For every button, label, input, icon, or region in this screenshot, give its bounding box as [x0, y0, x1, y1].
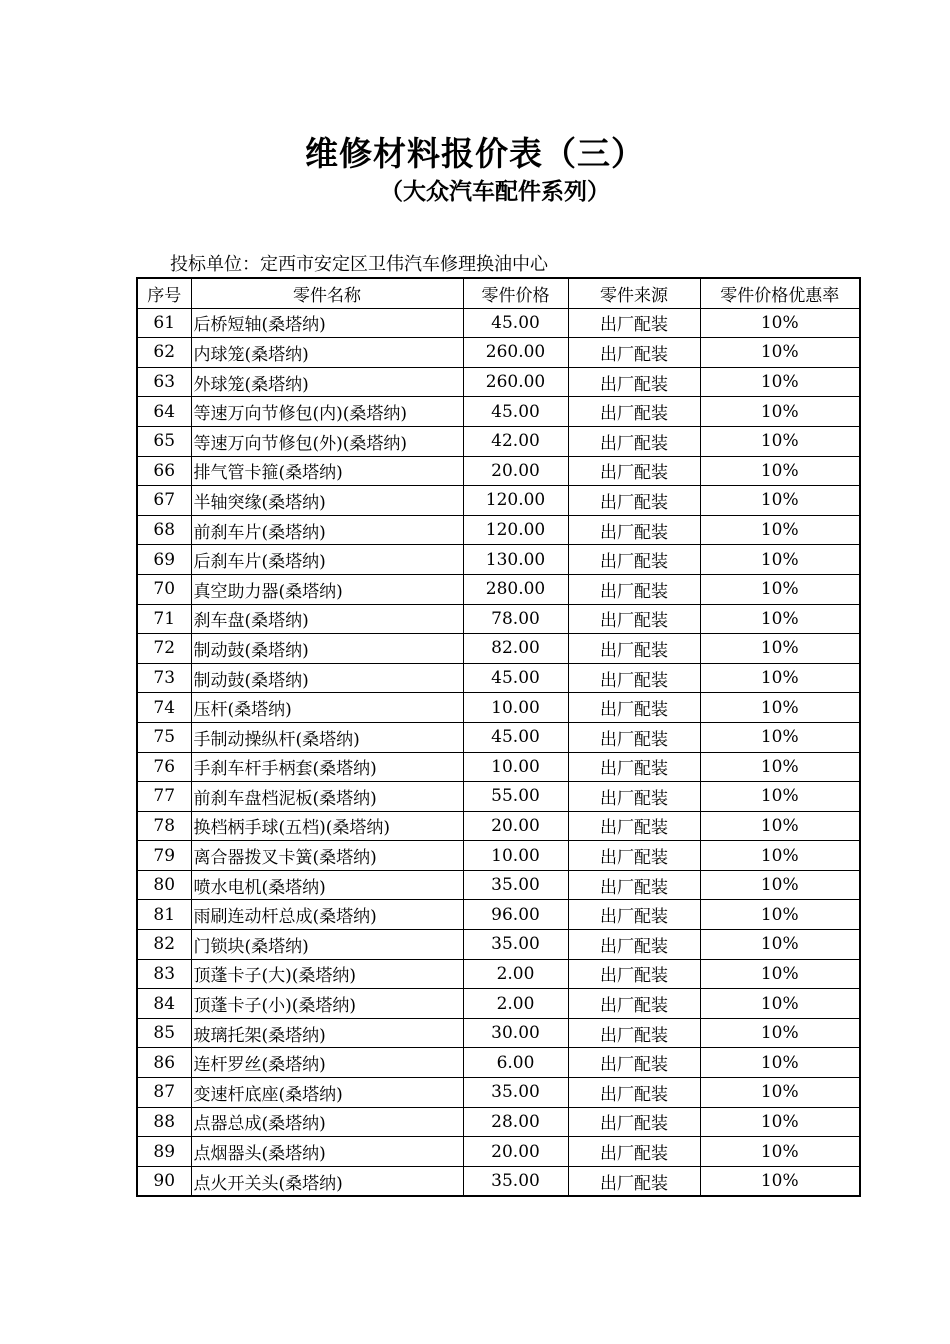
- cell-discount-rate: 10%: [700, 1018, 860, 1048]
- table-row: [137, 515, 860, 545]
- cell-part-source: 出厂配装: [568, 545, 700, 575]
- cell-discount-rate: 10%: [700, 426, 860, 456]
- cell-part-name: 变速杆底座(桑塔纳): [191, 1078, 463, 1108]
- cell-part-price: 45.00: [463, 397, 568, 427]
- cell-serial: 70: [137, 574, 191, 604]
- cell-part-source: 出厂配装: [568, 900, 700, 930]
- cell-discount-rate: 10%: [700, 811, 860, 841]
- table-row: [137, 1107, 860, 1137]
- cell-part-name: 排气管卡箍(桑塔纳): [191, 456, 463, 486]
- document-title: 维修材料报价表（三）: [305, 134, 645, 173]
- cell-part-source: 出厂配装: [568, 930, 700, 960]
- cell-part-name: 半轴突缘(桑塔纳): [191, 486, 463, 516]
- cell-part-source: 出厂配装: [568, 338, 700, 368]
- cell-part-name: 手刹车杆手柄套(桑塔纳): [191, 752, 463, 782]
- cell-part-name: 离合器拨叉卡簧(桑塔纳): [191, 841, 463, 871]
- table-row: [137, 959, 860, 989]
- table-row: [137, 1018, 860, 1048]
- cell-discount-rate: 10%: [700, 604, 860, 634]
- cell-discount-rate: 10%: [700, 989, 860, 1019]
- cell-part-source: 出厂配装: [568, 693, 700, 723]
- cell-part-name: 雨刷连动杆总成(桑塔纳): [191, 900, 463, 930]
- table-header-row: [137, 278, 860, 308]
- cell-part-source: 出厂配装: [568, 752, 700, 782]
- cell-part-name: 顶蓬卡子(小)(桑塔纳): [191, 989, 463, 1019]
- cell-part-source: 出厂配装: [568, 959, 700, 989]
- cell-part-name: 点器总成(桑塔纳): [191, 1107, 463, 1137]
- cell-part-price: 35.00: [463, 1166, 568, 1196]
- table-row: [137, 930, 860, 960]
- table-row: [137, 338, 860, 368]
- bidder-line: 投标单位：定西市安定区卫伟汽车修理换油中心: [170, 254, 548, 275]
- table-row: [137, 1137, 860, 1167]
- table-row: [137, 722, 860, 752]
- cell-part-name: 手制动操纵杆(桑塔纳): [191, 722, 463, 752]
- cell-part-source: 出厂配装: [568, 515, 700, 545]
- price-table: [136, 277, 861, 1197]
- cell-serial: 88: [137, 1107, 191, 1137]
- cell-part-price: 45.00: [463, 308, 568, 338]
- cell-part-price: 260.00: [463, 338, 568, 368]
- cell-part-name: 内球笼(桑塔纳): [191, 338, 463, 368]
- cell-serial: 69: [137, 545, 191, 575]
- cell-part-name: 喷水电机(桑塔纳): [191, 870, 463, 900]
- table-row: [137, 426, 860, 456]
- cell-part-source: 出厂配装: [568, 1048, 700, 1078]
- cell-part-price: 55.00: [463, 782, 568, 812]
- cell-discount-rate: 10%: [700, 900, 860, 930]
- cell-part-source: 出厂配装: [568, 634, 700, 664]
- table-row: [137, 693, 860, 723]
- cell-part-source: 出厂配装: [568, 426, 700, 456]
- cell-part-price: 82.00: [463, 634, 568, 664]
- cell-discount-rate: 10%: [700, 486, 860, 516]
- table-row: [137, 308, 860, 338]
- cell-serial: 84: [137, 989, 191, 1019]
- cell-part-source: 出厂配装: [568, 397, 700, 427]
- cell-part-price: 45.00: [463, 722, 568, 752]
- table-row: [137, 782, 860, 812]
- cell-discount-rate: 10%: [700, 663, 860, 693]
- cell-serial: 66: [137, 456, 191, 486]
- cell-discount-rate: 10%: [700, 752, 860, 782]
- table-row: [137, 456, 860, 486]
- cell-part-source: 出厂配装: [568, 870, 700, 900]
- cell-part-source: 出厂配装: [568, 456, 700, 486]
- cell-discount-rate: 10%: [700, 930, 860, 960]
- table-row: [137, 367, 860, 397]
- cell-part-price: 2.00: [463, 959, 568, 989]
- cell-part-source: 出厂配装: [568, 574, 700, 604]
- cell-serial: 83: [137, 959, 191, 989]
- cell-part-name: 顶蓬卡子(大)(桑塔纳): [191, 959, 463, 989]
- cell-part-price: 28.00: [463, 1107, 568, 1137]
- cell-discount-rate: 10%: [700, 515, 860, 545]
- cell-part-source: 出厂配装: [568, 841, 700, 871]
- cell-part-price: 120.00: [463, 515, 568, 545]
- cell-serial: 86: [137, 1048, 191, 1078]
- cell-part-name: 换档柄手球(五档)(桑塔纳): [191, 811, 463, 841]
- cell-part-price: 96.00: [463, 900, 568, 930]
- table-row: [137, 989, 860, 1019]
- cell-serial: 81: [137, 900, 191, 930]
- cell-discount-rate: 10%: [700, 308, 860, 338]
- cell-part-price: 20.00: [463, 456, 568, 486]
- cell-part-price: 35.00: [463, 1078, 568, 1108]
- cell-serial: 68: [137, 515, 191, 545]
- table-row: [137, 1166, 860, 1196]
- cell-part-price: 20.00: [463, 811, 568, 841]
- cell-part-name: 门锁块(桑塔纳): [191, 930, 463, 960]
- cell-part-name: 外球笼(桑塔纳): [191, 367, 463, 397]
- cell-serial: 61: [137, 308, 191, 338]
- cell-discount-rate: 10%: [700, 693, 860, 723]
- cell-discount-rate: 10%: [700, 456, 860, 486]
- table-row: [137, 634, 860, 664]
- cell-part-source: 出厂配装: [568, 722, 700, 752]
- table-row: [137, 900, 860, 930]
- header-serial: 序号: [137, 278, 191, 308]
- cell-part-name: 等速万向节修包(内)(桑塔纳): [191, 397, 463, 427]
- cell-part-source: 出厂配装: [568, 989, 700, 1019]
- cell-part-price: 35.00: [463, 870, 568, 900]
- cell-serial: 65: [137, 426, 191, 456]
- header-discount-rate: 零件价格优惠率: [700, 278, 860, 308]
- cell-part-price: 280.00: [463, 574, 568, 604]
- cell-discount-rate: 10%: [700, 1048, 860, 1078]
- cell-part-name: 后刹车片(桑塔纳): [191, 545, 463, 575]
- cell-part-source: 出厂配装: [568, 367, 700, 397]
- cell-serial: 67: [137, 486, 191, 516]
- cell-part-price: 120.00: [463, 486, 568, 516]
- cell-serial: 72: [137, 634, 191, 664]
- cell-discount-rate: 10%: [700, 841, 860, 871]
- cell-discount-rate: 10%: [700, 338, 860, 368]
- cell-serial: 62: [137, 338, 191, 368]
- table-row: [137, 486, 860, 516]
- cell-part-price: 130.00: [463, 545, 568, 575]
- cell-part-price: 10.00: [463, 752, 568, 782]
- cell-serial: 87: [137, 1078, 191, 1108]
- cell-part-name: 压杆(桑塔纳): [191, 693, 463, 723]
- cell-part-name: 刹车盘(桑塔纳): [191, 604, 463, 634]
- cell-serial: 76: [137, 752, 191, 782]
- document-subtitle: （大众汽车配件系列）: [380, 178, 610, 205]
- cell-serial: 74: [137, 693, 191, 723]
- table-row: [137, 752, 860, 782]
- cell-discount-rate: 10%: [700, 870, 860, 900]
- cell-part-price: 260.00: [463, 367, 568, 397]
- cell-part-price: 45.00: [463, 663, 568, 693]
- table-row: [137, 870, 860, 900]
- cell-discount-rate: 10%: [700, 959, 860, 989]
- cell-discount-rate: 10%: [700, 1107, 860, 1137]
- cell-part-price: 78.00: [463, 604, 568, 634]
- cell-part-name: 点火开关头(桑塔纳): [191, 1166, 463, 1196]
- cell-serial: 73: [137, 663, 191, 693]
- cell-serial: 78: [137, 811, 191, 841]
- cell-serial: 63: [137, 367, 191, 397]
- table-row: [137, 574, 860, 604]
- cell-part-price: 42.00: [463, 426, 568, 456]
- table-row: [137, 663, 860, 693]
- cell-serial: 82: [137, 930, 191, 960]
- cell-serial: 90: [137, 1166, 191, 1196]
- table-row: [137, 604, 860, 634]
- cell-part-source: 出厂配装: [568, 604, 700, 634]
- cell-part-source: 出厂配装: [568, 782, 700, 812]
- table-row: [137, 1048, 860, 1078]
- cell-discount-rate: 10%: [700, 1166, 860, 1196]
- cell-part-source: 出厂配装: [568, 1107, 700, 1137]
- cell-part-source: 出厂配装: [568, 663, 700, 693]
- cell-part-price: 20.00: [463, 1137, 568, 1167]
- cell-serial: 77: [137, 782, 191, 812]
- cell-serial: 79: [137, 841, 191, 871]
- table-body: [137, 308, 860, 1196]
- cell-part-price: 2.00: [463, 989, 568, 1019]
- cell-discount-rate: 10%: [700, 574, 860, 604]
- cell-part-price: 6.00: [463, 1048, 568, 1078]
- cell-part-name: 连杆罗丝(桑塔纳): [191, 1048, 463, 1078]
- cell-part-name: 真空助力器(桑塔纳): [191, 574, 463, 604]
- cell-part-name: 前刹车片(桑塔纳): [191, 515, 463, 545]
- cell-discount-rate: 10%: [700, 1078, 860, 1108]
- cell-serial: 89: [137, 1137, 191, 1167]
- cell-part-source: 出厂配装: [568, 1166, 700, 1196]
- cell-part-source: 出厂配装: [568, 308, 700, 338]
- cell-serial: 80: [137, 870, 191, 900]
- cell-part-name: 后桥短轴(桑塔纳): [191, 308, 463, 338]
- cell-part-price: 10.00: [463, 841, 568, 871]
- table-row: [137, 545, 860, 575]
- table-row: [137, 811, 860, 841]
- cell-discount-rate: 10%: [700, 722, 860, 752]
- cell-part-name: 玻璃托架(桑塔纳): [191, 1018, 463, 1048]
- cell-part-price: 30.00: [463, 1018, 568, 1048]
- cell-part-price: 10.00: [463, 693, 568, 723]
- cell-discount-rate: 10%: [700, 634, 860, 664]
- cell-discount-rate: 10%: [700, 545, 860, 575]
- cell-serial: 85: [137, 1018, 191, 1048]
- cell-discount-rate: 10%: [700, 397, 860, 427]
- cell-discount-rate: 10%: [700, 367, 860, 397]
- header-part-source: 零件来源: [568, 278, 700, 308]
- cell-part-name: 制动鼓(桑塔纳): [191, 634, 463, 664]
- cell-part-source: 出厂配装: [568, 1018, 700, 1048]
- header-part-price: 零件价格: [463, 278, 568, 308]
- cell-part-source: 出厂配装: [568, 1078, 700, 1108]
- cell-discount-rate: 10%: [700, 1137, 860, 1167]
- cell-serial: 75: [137, 722, 191, 752]
- cell-serial: 71: [137, 604, 191, 634]
- header-part-name: 零件名称: [191, 278, 463, 308]
- cell-part-name: 等速万向节修包(外)(桑塔纳): [191, 426, 463, 456]
- cell-serial: 64: [137, 397, 191, 427]
- cell-part-source: 出厂配装: [568, 1137, 700, 1167]
- cell-part-source: 出厂配装: [568, 811, 700, 841]
- cell-part-name: 前刹车盘档泥板(桑塔纳): [191, 782, 463, 812]
- cell-part-name: 制动鼓(桑塔纳): [191, 663, 463, 693]
- cell-part-name: 点烟器头(桑塔纳): [191, 1137, 463, 1167]
- cell-part-source: 出厂配装: [568, 486, 700, 516]
- table-row: [137, 1078, 860, 1108]
- cell-discount-rate: 10%: [700, 782, 860, 812]
- table-row: [137, 397, 860, 427]
- cell-part-price: 35.00: [463, 930, 568, 960]
- table-row: [137, 841, 860, 871]
